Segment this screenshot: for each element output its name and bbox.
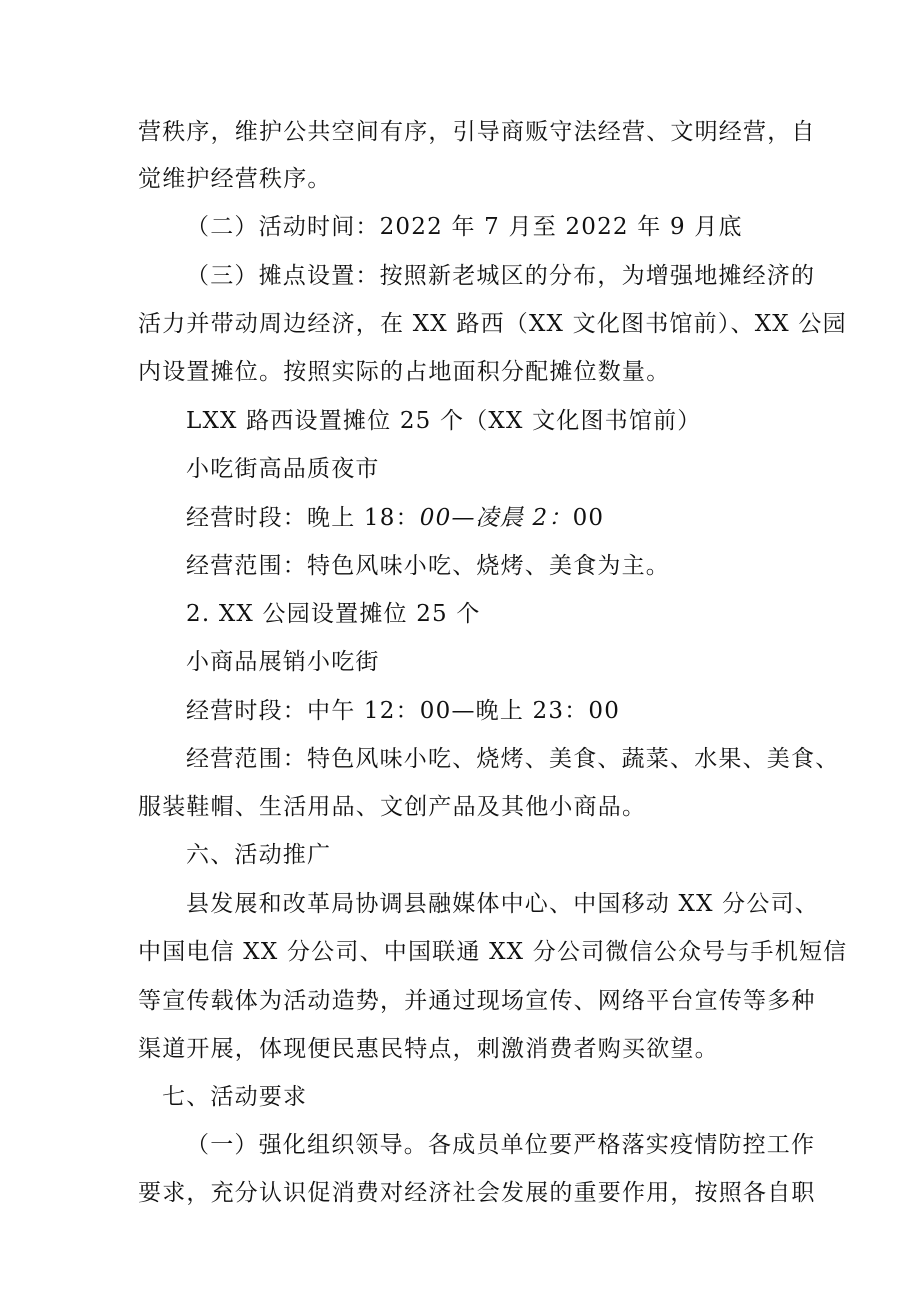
section-activity-time: （二）活动时间：2022 年 7 月至 2022 年 9 月底: [186, 214, 743, 240]
section-stall-setup: （三）摊点设置：按照新老城区的分布，为增强地摊经济的: [186, 263, 816, 289]
body-line: 经营范围：特色风味小吃、烧烤、美食为主。: [186, 553, 670, 579]
list-item-park: 2. XX 公园设置摊位 25 个: [186, 601, 481, 627]
body-line: 渠道开展，体现便民惠民特点，刺激消费者购买欲望。: [138, 1036, 719, 1062]
business-hours-end: 00: [572, 505, 605, 531]
section-heading-promotion: 六、活动推广: [186, 842, 332, 868]
section-organization: （一）强化组织领导。各成员单位要严格落实疫情防控工作: [186, 1132, 816, 1158]
business-hours-label: 经营时段：晚上 18：: [186, 505, 420, 531]
list-item-road-west: LXX 路西设置摊位 25 个（XX 文化图书馆前）: [186, 408, 702, 434]
body-line: 经营时段：中午 12：00—晚上 23：00: [186, 698, 621, 724]
body-line: 中国电信 XX 分公司、中国联通 XX 分公司微信公众号与手机短信: [138, 939, 848, 965]
body-line: 要求，充分认识促消费对经济社会发展的重要作用，按照各自职: [138, 1180, 816, 1206]
body-line: 服装鞋帽、生活用品、文创产品及其他小商品。: [138, 794, 647, 820]
body-line: 小吃街高品质夜市: [186, 456, 380, 482]
body-line: 活力并带动周边经济，在 XX 路西（XX 文化图书馆前）、XX 公园: [138, 311, 847, 337]
body-line: 经营范围：特色风味小吃、烧烤、美食、蔬菜、水果、美食、: [186, 746, 840, 772]
business-hours-line: [186, 494, 604, 542]
body-line: 觉维护经营秩序。: [138, 166, 332, 192]
body-line: 等宣传载体为活动造势，并通过现场宣传、网络平台宣传等多种: [138, 988, 816, 1014]
body-line: 小商品展销小吃街: [186, 649, 380, 675]
section-heading-requirements: 七、活动要求: [162, 1084, 308, 1110]
body-line: 内设置摊位。按照实际的占地面积分配摊位数量。: [138, 359, 671, 385]
business-hours-italic: 00—凌晨 2：: [419, 505, 573, 531]
body-line: 县发展和改革局协调县融媒体中心、中国移动 XX 分公司、: [186, 891, 819, 917]
body-line: 营秩序，维护公共空间有序，引导商贩守法经营、文明经营，自: [138, 119, 816, 145]
